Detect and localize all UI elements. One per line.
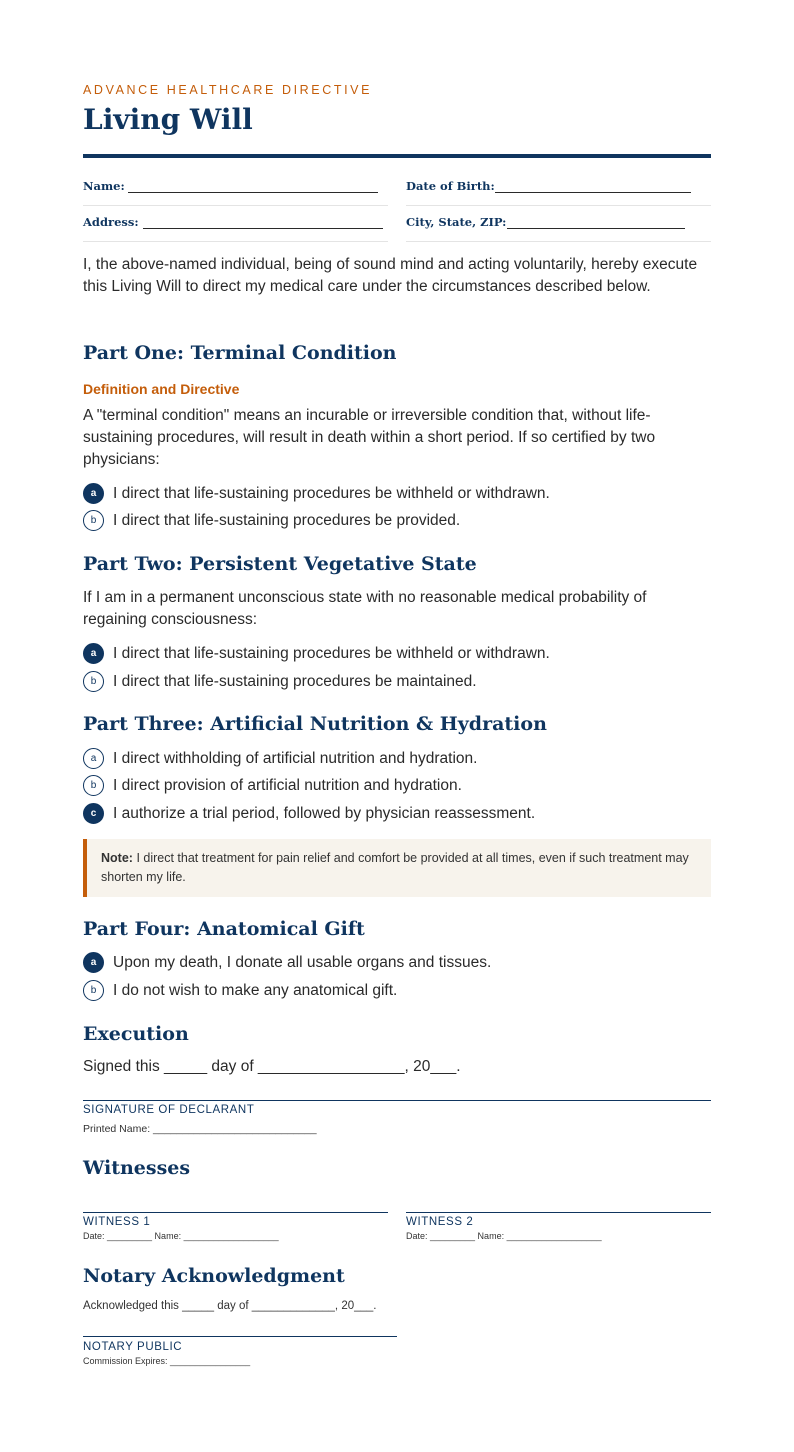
- witness-1-signature-line[interactable]: [83, 1212, 388, 1213]
- option-badge[interactable]: a: [83, 643, 104, 664]
- part-two-option-b[interactable]: [83, 670, 711, 692]
- comfort-care-note: [83, 839, 711, 897]
- declarant-signature-caption: SIGNATURE OF DECLARANT: [83, 1104, 255, 1116]
- part-two-body: If I am in a permanent unconscious state with no reasonable medical probability of regaining consciousness:: [83, 589, 647, 628]
- dob-field[interactable]: [406, 170, 711, 206]
- option-text: I direct that life-sustaining procedures be withheld or withdrawn.: [113, 645, 550, 662]
- city-label: City, State, ZIP:: [406, 215, 507, 229]
- witness-2-date-name[interactable]: Date: _________ Name: ___________________: [406, 1231, 602, 1241]
- field-row-2: [83, 206, 711, 242]
- option-badge[interactable]: b: [83, 980, 104, 1001]
- part-one-body: A "terminal condition" means an incurable or irreversible condition that, without life-sustaining procedures, will result in death within a short period. If so certified by two physicians:: [83, 407, 656, 468]
- option-text: I authorize a trial period, followed by physician reassessment.: [113, 805, 536, 822]
- document-eyebrow: ADVANCE HEALTHCARE DIRECTIVE: [83, 83, 373, 97]
- witness-2-signature-line[interactable]: [406, 1212, 711, 1213]
- part-three-option-a[interactable]: [83, 747, 711, 769]
- notary-caption: NOTARY PUBLIC: [83, 1341, 183, 1353]
- title-divider: [83, 154, 711, 158]
- part-four-option-b[interactable]: [83, 979, 711, 1001]
- address-label: Address:: [83, 215, 139, 229]
- option-badge[interactable]: a: [83, 483, 104, 504]
- part-four-heading: Part Four: Anatomical Gift: [83, 918, 365, 940]
- declarant-signature-line[interactable]: [83, 1100, 711, 1101]
- notary-ack-line[interactable]: Acknowledged this _____ day of _____________, 20___.: [83, 1300, 377, 1312]
- option-text: I direct that life-sustaining procedures be maintained.: [113, 673, 477, 690]
- note-text: I direct that treatment for pain relief and comfort be provided at all times, even if such treatment may shorten my life.: [101, 851, 689, 884]
- option-text: I do not wish to make any anatomical gift.: [113, 982, 398, 999]
- part-one-option-a[interactable]: [83, 482, 711, 504]
- name-label: Name:: [83, 179, 125, 193]
- execution-heading: Execution: [83, 1023, 189, 1045]
- intro-paragraph: I, the above-named individual, being of sound mind and acting voluntarily, hereby execute this Living Will to direct my medical care under the circumstances described below.: [83, 256, 698, 295]
- execution-signed-line[interactable]: Signed this _____ day of _________________, 20___.: [83, 1058, 461, 1075]
- part-one-subheading: Definition and Directive: [83, 381, 240, 397]
- city-input-line[interactable]: [507, 228, 685, 229]
- part-one-option-b[interactable]: [83, 509, 711, 531]
- notary-commission-line[interactable]: Commission Expires: ________________: [83, 1356, 251, 1366]
- witness-1-caption: WITNESS 1: [83, 1216, 151, 1228]
- part-four-option-a[interactable]: [83, 951, 711, 973]
- option-badge[interactable]: a: [83, 952, 104, 973]
- notary-signature-line[interactable]: [83, 1336, 397, 1337]
- city-field[interactable]: [406, 206, 711, 242]
- option-text: I direct provision of artificial nutrition and hydration.: [113, 777, 462, 794]
- note-label: Note:: [101, 851, 133, 865]
- option-text: I direct withholding of artificial nutrition and hydration.: [113, 750, 478, 767]
- part-three-option-c[interactable]: [83, 802, 711, 824]
- witnesses-heading: Witnesses: [83, 1157, 191, 1179]
- option-badge[interactable]: b: [83, 671, 104, 692]
- name-input-line[interactable]: [128, 192, 378, 193]
- address-input-line[interactable]: [143, 228, 383, 229]
- witness-1-date-name[interactable]: Date: _________ Name: ___________________: [83, 1231, 279, 1241]
- note-text-block: [101, 849, 701, 887]
- printed-name-line[interactable]: Printed Name: ____________________________: [83, 1123, 317, 1135]
- part-one-heading: Part One: Terminal Condition: [83, 342, 397, 364]
- part-two-heading: Part Two: Persistent Vegetative State: [83, 553, 477, 575]
- option-badge[interactable]: b: [83, 510, 104, 531]
- option-text: Upon my death, I donate all usable organs and tissues.: [113, 954, 492, 971]
- option-text: I direct that life-sustaining procedures be withheld or withdrawn.: [113, 485, 550, 502]
- option-badge[interactable]: b: [83, 775, 104, 796]
- part-two-option-a[interactable]: [83, 642, 711, 664]
- name-field[interactable]: [83, 170, 388, 206]
- dob-input-line[interactable]: [495, 192, 691, 193]
- notary-heading: Notary Acknowledgment: [83, 1265, 345, 1287]
- option-text: I direct that life-sustaining procedures be provided.: [113, 512, 461, 529]
- address-field[interactable]: [83, 206, 388, 242]
- option-badge[interactable]: c: [83, 803, 104, 824]
- option-badge[interactable]: a: [83, 748, 104, 769]
- dob-label: Date of Birth:: [406, 179, 495, 193]
- field-row-1: [83, 170, 711, 206]
- part-three-option-b[interactable]: [83, 774, 711, 796]
- document-title: Living Will: [83, 103, 253, 136]
- witness-2-caption: WITNESS 2: [406, 1216, 474, 1228]
- part-three-heading: Part Three: Artificial Nutrition & Hydration: [83, 713, 547, 735]
